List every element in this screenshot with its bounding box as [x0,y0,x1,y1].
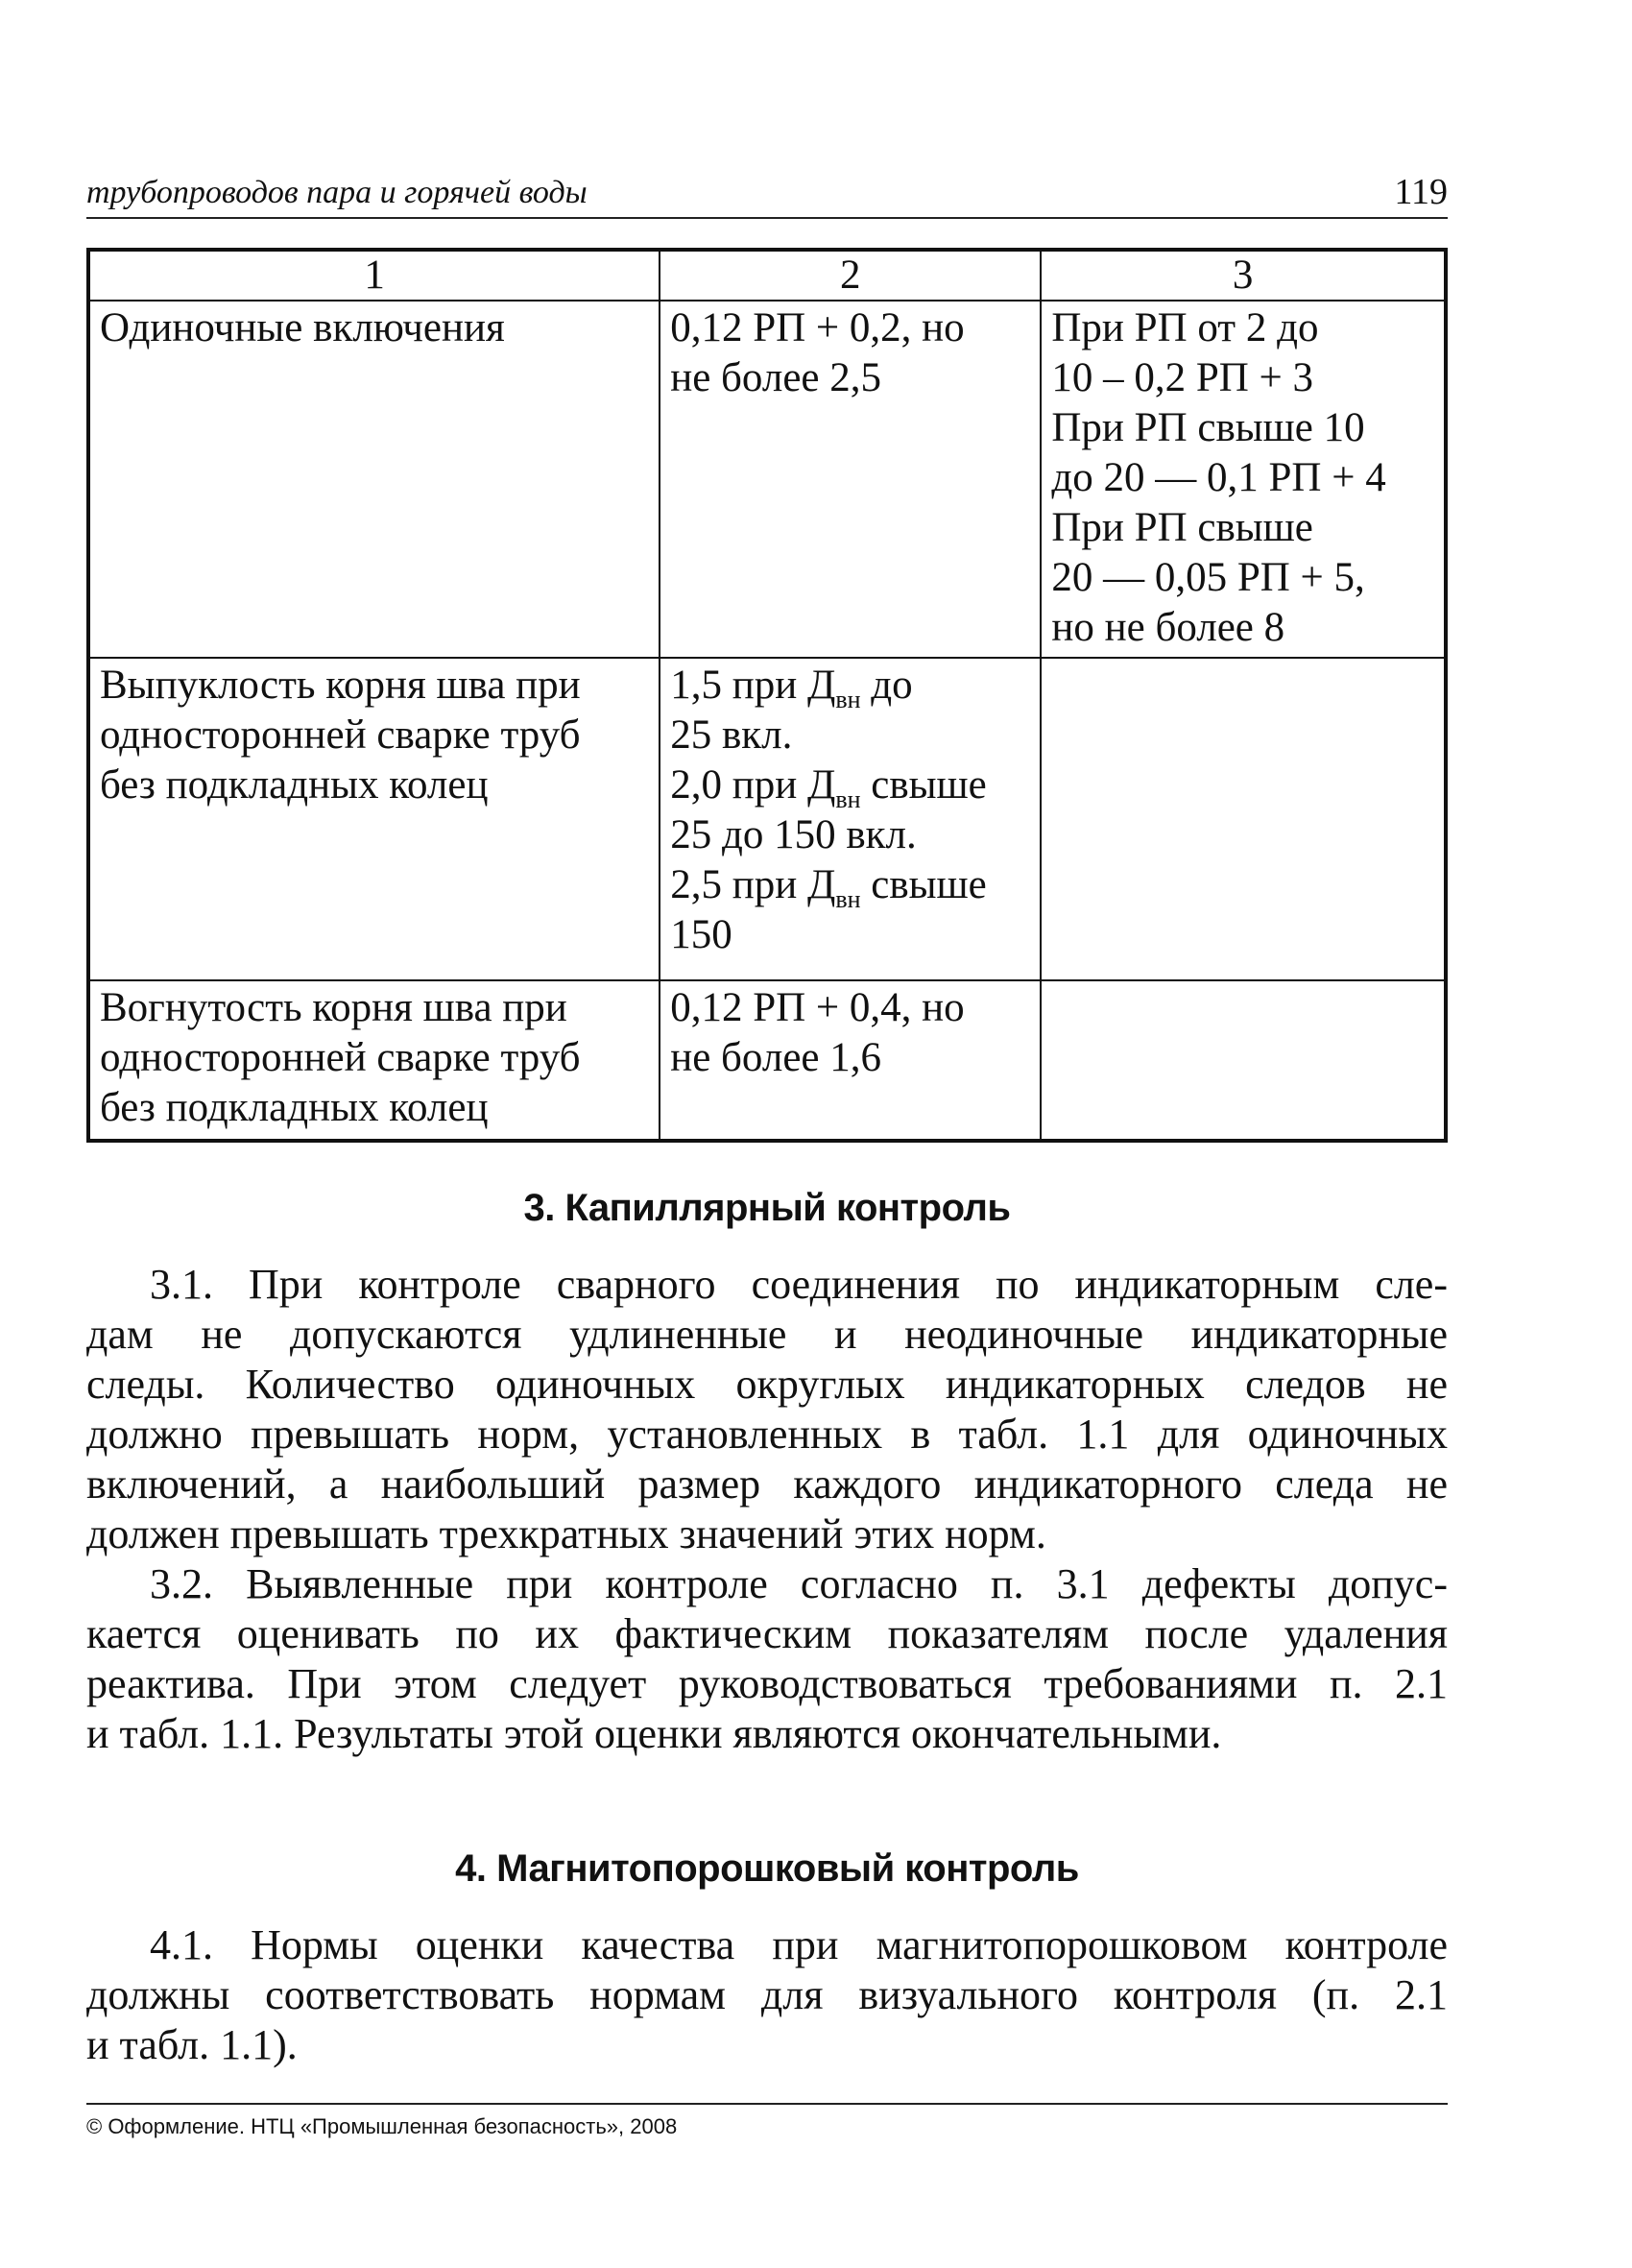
table-row [88,301,1446,658]
text-line: 3.1. При контроле сварного соединения по индикаторным сле- [150,1261,1448,1308]
cell-text: до 20 — 0,1 РП + 4 [1051,455,1386,500]
cell-text: Выпуклость корня шва при [100,663,581,708]
cell-text: При РП свыше [1051,505,1313,550]
text-line: должны соответствовать нормам для визуального контроля (п. 2.1 [86,1971,1448,2018]
text-line: реактива. При этом следует руководствоваться требованиями п. 2.1 [86,1660,1448,1707]
column-header: 1 [88,250,660,301]
text-line: кается оценивать по их фактическим показателям после удаления [86,1610,1448,1657]
text-line: должно превышать норм, установленных в табл. 1.1 для одиночных [86,1411,1448,1458]
subscript: вн [835,686,861,713]
cell-text: без подкладных колец [100,1085,489,1130]
column-header: 2 [660,250,1041,301]
cell-text: При РП свыше 10 [1051,405,1365,450]
column-header: 3 [1041,250,1446,301]
section-3-title: 3. Капиллярный контроль [523,1187,1011,1229]
text-line: должен превышать трехкратных значений этих норм. [86,1510,1046,1557]
table-cell-empty [1041,658,1446,980]
table-cell [660,301,1041,658]
document-page [86,0,1448,2268]
cell-text: без подкладных колец [100,762,489,808]
cell-text: 10 – 0,2 РП + 3 [1051,355,1314,400]
cell-text: Вогнутость корня шва при [100,985,567,1030]
running-title: трубопроводов пара и горячей воды [86,175,588,210]
subscript: вн [835,785,861,813]
cell-text: но не более 8 [1051,605,1285,650]
cell-text: Одиночные включения [100,305,505,350]
text-line: включений, а наибольший размер каждого индикаторного следа не [86,1460,1448,1508]
text-line: 4.1. Нормы оценки качества при магнитопорошковом контроле [150,1921,1448,1968]
cell-text: односторонней сварке труб [100,1035,581,1080]
norms-table [86,248,1448,1143]
cell-text: 150 [670,912,732,957]
table-cell [88,301,660,658]
cell-text: 1,5 при $Д_{вн}$ до [670,663,913,713]
table-cell-empty [1041,980,1446,1141]
text-line: и табл. 1.1). [86,2021,298,2068]
footer-rule [86,2103,1448,2105]
table-row [88,658,1446,980]
cell-text: 20 — 0,05 РП + 5, [1051,555,1365,600]
copyright-footer: © Оформление. НТЦ «Промышленная безопасность», 2008 [86,2114,678,2138]
text-line: 3.2. Выявленные при контроле согласно п. 3.1 дефекты допус- [150,1560,1448,1607]
cell-text: 0,12 РП + 0,2, но [670,305,965,350]
cell-text: не более 2,5 [670,355,881,400]
cell-text: При РП от 2 до [1051,305,1319,350]
table-cell [88,658,660,980]
paragraph-4-1 [86,1920,1448,2070]
table-cell [1041,301,1446,658]
cell-text: 25 до 150 вкл. [670,812,917,857]
cell-text: 2,0 при $Д_{вн}$ свыше [670,762,987,813]
cell-text: 0,12 РП + 0,4, но [670,985,965,1030]
text-line: следы. Количество одиночных округлых индикаторных следов не [86,1361,1448,1408]
text-line: и табл. 1.1. Результаты этой оценки являются окончательными. [86,1710,1222,1757]
cell-text: 2,5 при $Д_{вн}$ свыше [670,862,987,913]
paragraph-3-2 [86,1559,1448,1759]
section-4-title: 4. Магнитопорошковый контроль [455,1847,1079,1890]
cell-text: не более 1,6 [670,1035,881,1080]
table-row [88,980,1446,1141]
cell-text: односторонней сварке труб [100,712,581,758]
table-cell [660,980,1041,1141]
running-header [86,163,1448,219]
paragraph-3-1 [86,1260,1448,1559]
subscript: вн [835,885,861,913]
table-cell [660,658,1041,980]
text-line: дам не допускаются удлиненные и неодиночные индикаторные [86,1311,1448,1358]
page-number: 119 [1394,172,1448,212]
cell-text: 25 вкл. [670,712,793,758]
table-header-row [88,250,1446,301]
table-cell [88,980,660,1141]
